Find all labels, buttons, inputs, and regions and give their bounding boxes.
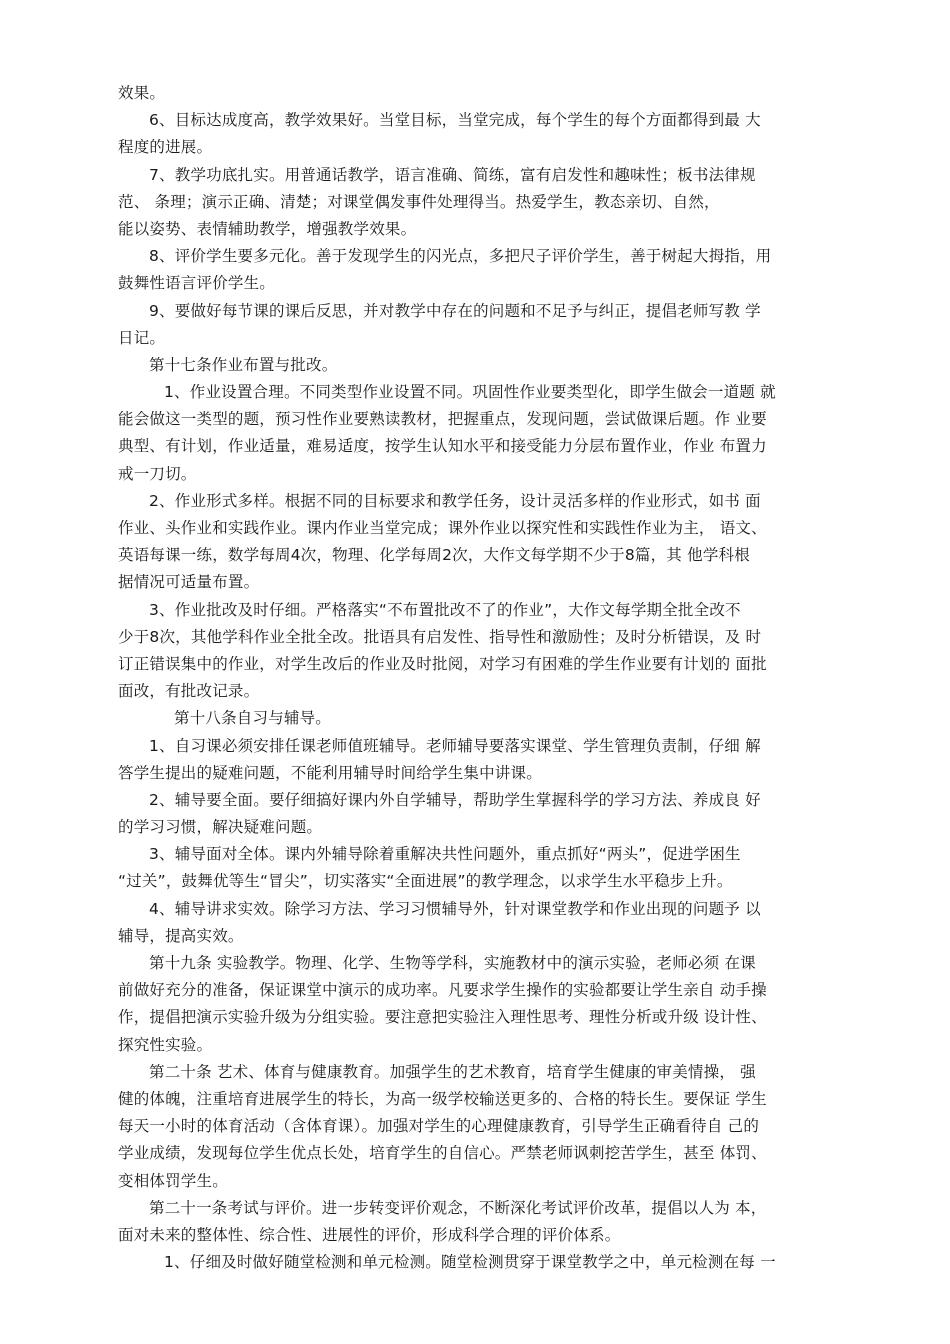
- text-line: 订正错误集中的作业，对学生改后的作业及时批阅，对学习有困难的学生作业要有计划的 面批: [118, 654, 767, 673]
- text-line: 的学习习惯，解决疑难问题。: [118, 818, 323, 837]
- section-heading: 第十九条 实验教学。物理、化学、生物等学科，实施教材中的演示实验，老师必须 在课: [149, 954, 756, 972]
- text-line: 程度的进展。: [118, 138, 213, 157]
- section-heading: 第十八条自习与辅导。: [174, 709, 332, 728]
- text-line: 面对未来的整体性、综合性、进展性的评价，形成科学合理的评价体系。: [118, 1225, 621, 1244]
- text-line: 探究性实验。: [118, 1035, 213, 1054]
- text-line: 日记。: [118, 328, 166, 347]
- text-line: 3、作业批改及时仔细。严格落实“不布置批改不了的作业”，大作文每学期全批全改不: [149, 600, 741, 619]
- text-line: 鼓舞性语言评价学生。: [118, 274, 276, 293]
- section-heading: 第二十一条考试与评价。进一步转变评价观念，不断深化考试评价改革，提倡以人为 本，: [149, 1198, 767, 1217]
- text-line: “过关”，鼓舞优等生“冒尖”，切实落实“全面进展”的教学理念，以求学生水平稳步上升。: [118, 872, 733, 891]
- text-line: 1、自习课必须安排任课老师值班辅导。老师辅导要落实课堂、学生管理负责制，仔细 解: [149, 736, 761, 755]
- text-line: 变相体罚学生。: [118, 1171, 228, 1190]
- text-line: 每天一小时的体育活动（含体育课）。加强对学生的心理健康教育，引导学生正确看待自 己的: [118, 1117, 760, 1136]
- text-line: 1、作业设置合理。不同类型作业设置不同。巩固性作业要类型化，即学生做会一道题 就: [164, 383, 776, 402]
- document-body: [118, 80, 833, 1276]
- text-line: 作业、头作业和实践作业。课内作业当堂完成；课外作业以探究性和实践性作业为主， 语文、: [118, 519, 767, 537]
- text-line: 答学生提出的疑难问题，不能利用辅导时间给学生集中讲课。: [118, 763, 542, 782]
- text-line: 前做好充分的准备，保证课堂中演示的成功率。凡要求学生操作的实验都要让学生亲自 动手操: [118, 981, 767, 1000]
- text-line: 戒一刀切。: [118, 464, 197, 483]
- text-line: 少于8次，其他学科作业全批全改。批语具有启发性、指导性和激励性；及时分析错误，及 时: [118, 627, 762, 646]
- text-line: 2、作业形式多样。根据不同的目标要求和教学任务，设计灵活多样的作业形式，如书 面: [149, 491, 761, 510]
- text-line: 据情况可适量布置。: [118, 573, 260, 592]
- text-line: 作，提倡把演示实验升级为分组实验。要注意把实验注入理性思考、理性分析或升级 设计性、: [118, 1008, 767, 1027]
- text-line: 效果。: [118, 84, 166, 102]
- text-line: 英语每课一练，数学每周4次，物理、化学每周2次，大作文每学期不少于8篇，其 他学科根: [118, 546, 750, 565]
- text-line: 3、辅导面对全体。课内外辅导除着重解决共性问题外，重点抓好“两头”，促进学困生: [149, 845, 741, 864]
- text-line: 1、仔细及时做好随堂检测和单元检测。随堂检测贯穿于课堂教学之中，单元检测在每 一: [164, 1253, 776, 1272]
- text-line: 典型、有计划，作业适量，难易适度，按学生认知水平和接受能力分层布置作业，作业 布置力: [118, 437, 767, 456]
- text-line: 2、辅导要全面。要仔细搞好课内外自学辅导，帮助学生掌握科学的学习方法、养成良 好: [149, 790, 761, 809]
- text-line: 范、 条理；演示正确、清楚；对课堂偶发事件处理得当。热爱学生，教态亲切、自然，: [118, 192, 720, 211]
- section-heading: 第十七条作业布置与批改。: [149, 355, 338, 374]
- text-line: 6、目标达成度高，教学效果好。当堂目标，当堂完成，每个学生的每个方面都得到最 大: [149, 111, 761, 130]
- section-heading: 第二十条 艺术、体育与健康教育。加强学生的艺术教育，培育学生健康的审美情操， 强: [149, 1062, 756, 1081]
- text-line: 4、辅导讲求实效。除学习方法、学习习惯辅导外，针对课堂教学和作业出现的问题予 以: [149, 899, 761, 918]
- text-line: 面改，有批改记录。: [118, 682, 260, 701]
- text-line: 学业成绩，发现每位学生优点长处，培育学生的自信心。严禁老师讽刺挖苦学生，甚至 体罚、: [118, 1144, 767, 1163]
- text-line: 能会做这一类型的题，预习性作业要熟读教材，把握重点，发现问题，尝试做课后题。作 业要: [118, 410, 767, 429]
- text-line: 健的体魄，注重培育进展学生的特长，为高一级学校输送更多的、合格的特长生。要保证 学生: [118, 1089, 767, 1108]
- text-line: 辅导，提高实效。: [118, 926, 244, 945]
- text-line: 7、教学功底扎实。用普通话教学，语言准确、简练，富有启发性和趣味性；板书法律规: [149, 165, 756, 184]
- text-line: 能以姿势、表情辅助教学，增强教学效果。: [118, 219, 417, 238]
- text-line: 8、评价学生要多元化。善于发现学生的闪光点，多把尺子评价学生，善于树起大拇指，用: [149, 247, 772, 266]
- text-line: 9、要做好每节课的课后反思，并对教学中存在的问题和不足予与纠正，提倡老师写教 学: [149, 301, 761, 320]
